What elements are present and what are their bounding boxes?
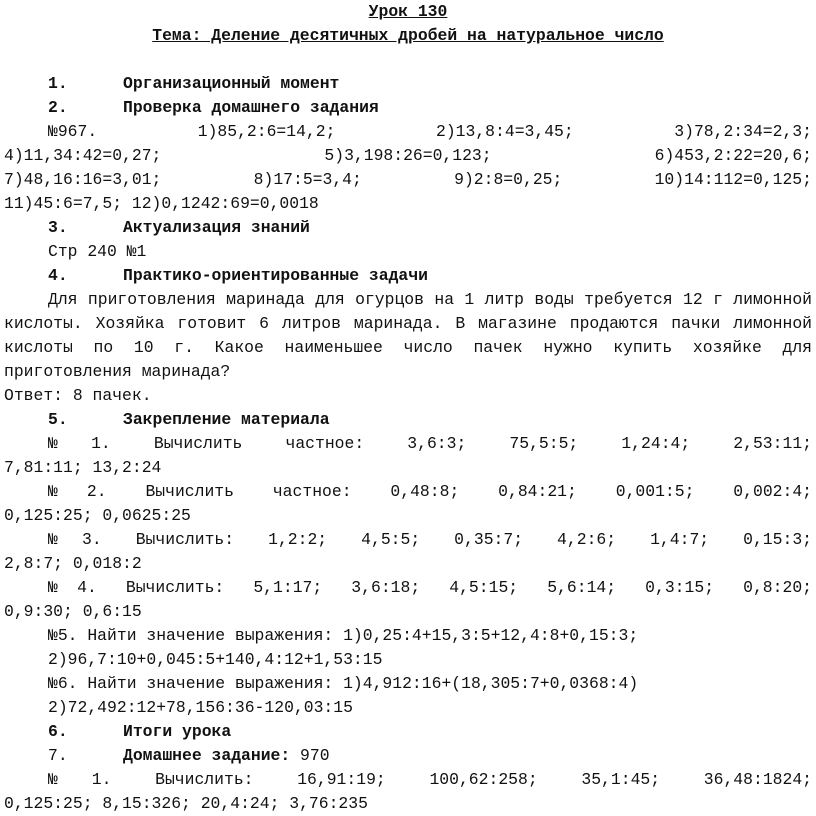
exercise-1-lead: №1. Вычислить частное: 3,6:3; 75,5:5; 1,24:4; 2,53:11; — [48, 434, 812, 453]
homework-check-row-3: 7)48,16:16=3,01; 8)17:5=3,4; 9)2:8=0,25; 10)14:112=0,125; — [4, 170, 812, 189]
exercise-2-lead: №2. Вычислить частное: 0,48:8; 0,84:21; 0,001:5; 0,002:4; — [48, 482, 812, 501]
exercise-3-lead: №3. Вычислить: 1,2:2; 4,5:5; 0,35:7; 4,2:6; 1,4:7; 0,15:3; — [48, 530, 812, 549]
spacer — [4, 48, 812, 72]
exercise-4-rest: 0,9:30; 0,6:15 — [4, 602, 142, 621]
section-5: 5. Закрепление материала — [48, 410, 330, 429]
section-7: 7. Домашнее задание: 970 — [48, 746, 330, 765]
homework-lead: №1. Вычислить: 16,91:19; 100,62:258; 35,1:45; 36,48:1824; — [48, 770, 812, 789]
lesson-topic: Тема: Деление десятичных дробей на натуральное число — [152, 26, 664, 45]
section-2: 2. Проверка домашнего задания — [48, 98, 379, 117]
exercise-6-lead: №6. Найти значение выражения: 1)4,912:16+(18,305:7+0,0368:4) — [48, 674, 639, 693]
actualization-text: Стр 240 №1 — [48, 242, 147, 261]
section-1: 1. Организационный момент — [48, 74, 340, 93]
task-text: Для приготовления маринада для огурцов на 1 литр воды требуется 12 г лимонной кислоты. Хозяйка готовит 6 литров маринада. В магазине продаются пачки лимонной кислоты по 10 г. Какое наименьшее число пачек нужно купить хозяйке для приготовления маринада? — [4, 290, 812, 381]
homework-check-row-4: 11)45:6=7,5; 12)0,1242:69=0,0018 — [4, 194, 319, 213]
exercise-5-rest: 2)96,7:10+0,045:5+140,4:12+1,53:15 — [48, 650, 383, 669]
exercise-1-rest: 7,81:11; 13,2:24 — [4, 458, 162, 477]
homework-check-row-2: 4)11,34:42=0,27; 5)3,198:26=0,123; 6)453,2:22=20,6; — [4, 146, 812, 165]
homework-rest: 0,125:25; 8,15:326; 20,4:24; 3,76:235 — [4, 794, 368, 813]
section-6: 6. Итоги урока — [48, 722, 232, 741]
exercise-2-rest: 0,125:25; 0,0625:25 — [4, 506, 191, 525]
section-4: 4. Практико-ориентированные задачи — [48, 266, 428, 285]
section-3: 3. Актуализация знаний — [48, 218, 310, 237]
exercise-5-lead: №5. Найти значение выражения: 1)0,25:4+15,3:5+12,4:8+0,15:3; — [48, 626, 639, 645]
homework-check-row-1: №967. 1)85,2:6=14,2; 2)13,8:4=3,45; 3)78,2:34=2,3; — [48, 122, 812, 141]
lesson-title: Урок 130 — [368, 2, 448, 21]
exercise-6-rest: 2)72,492:12+78,156:36-120,03:15 — [48, 698, 353, 717]
task-answer: Ответ: 8 пачек. — [4, 386, 152, 405]
exercise-4-lead: №4. Вычислить: 5,1:17; 3,6:18; 4,5:15; 5,6:14; 0,3:15; 0,8:20; — [48, 578, 812, 597]
exercise-3-rest: 2,8:7; 0,018:2 — [4, 554, 142, 573]
